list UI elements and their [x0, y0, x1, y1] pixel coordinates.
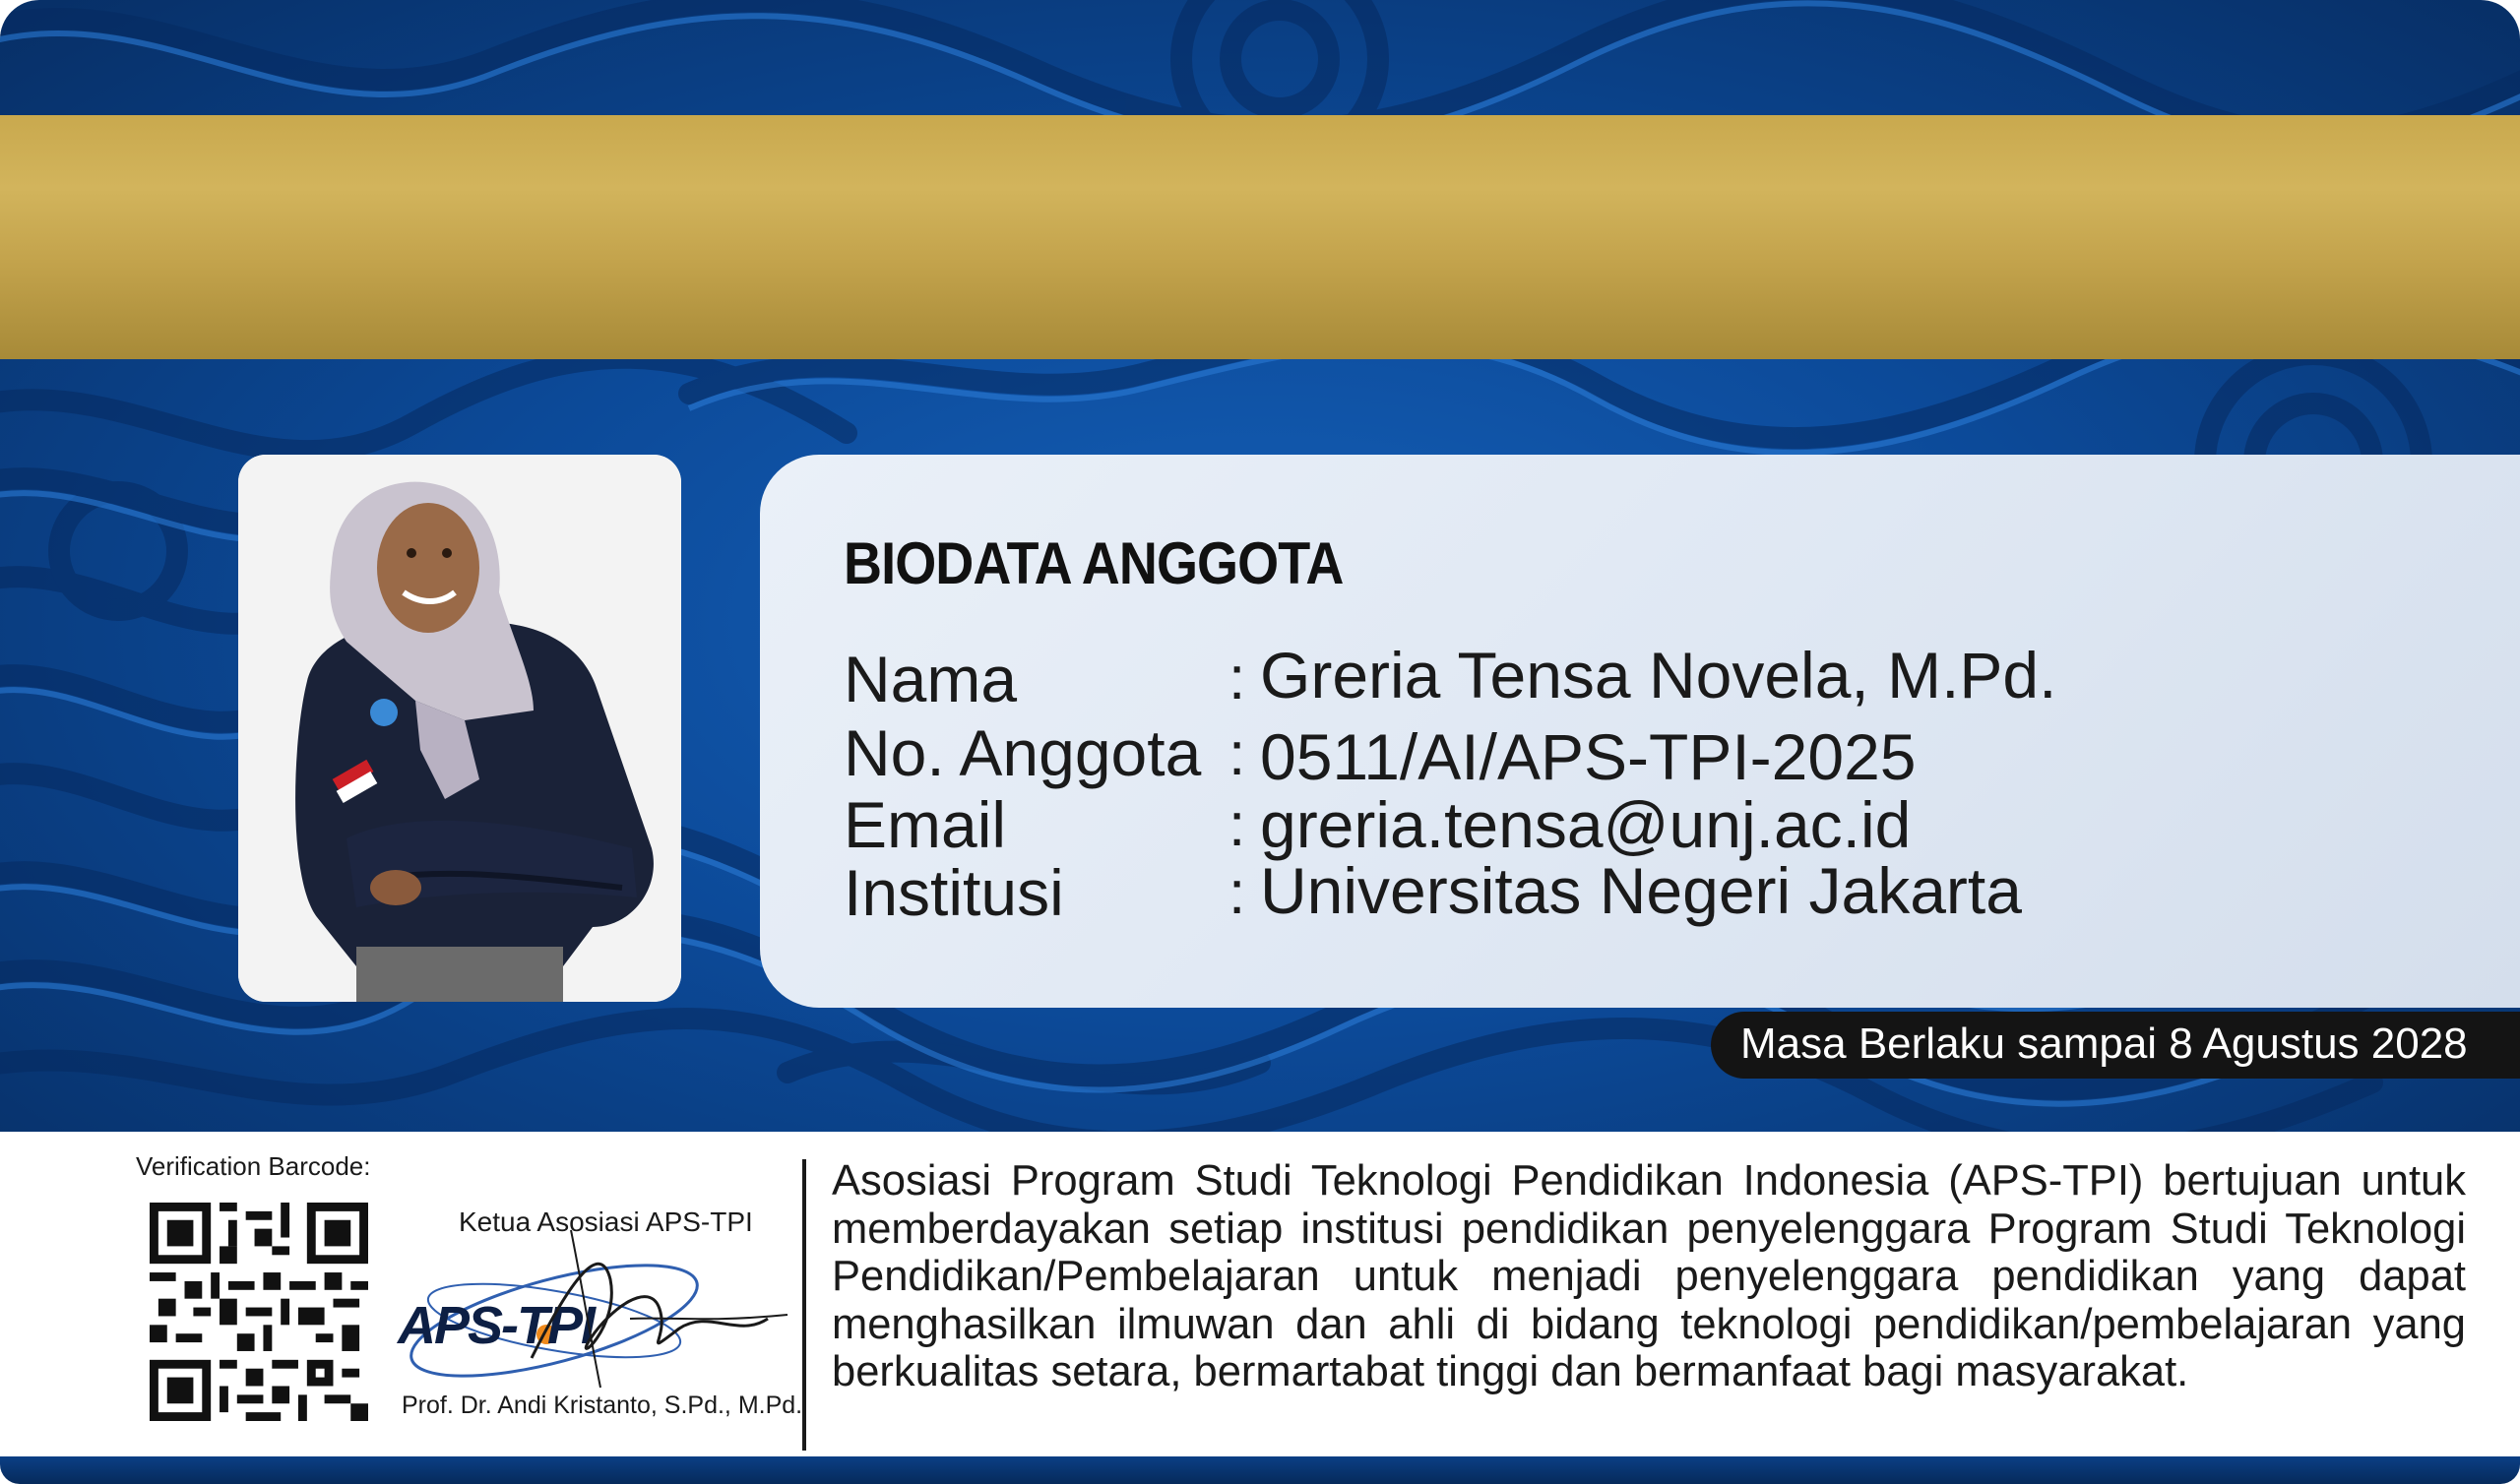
qr-code-icon[interactable] — [150, 1203, 368, 1421]
field-colon: : — [1228, 791, 1246, 859]
member-photo — [238, 455, 681, 1002]
field-value-name: Greria Tensa Novela, M.Pd. — [1260, 639, 2057, 711]
validity-text: Masa Berlaku sampai 8 Agustus 2028 — [1740, 1020, 2468, 1068]
biodata-heading: BIODATA ANGGOTA — [844, 530, 1344, 596]
gold-stripe — [0, 115, 2520, 359]
aps-tpi-logo-text: APS-TPI — [398, 1296, 595, 1355]
footer-edge — [0, 1456, 2520, 1484]
field-label-institution: Institusi — [844, 856, 1064, 929]
field-value-email: greria.tensa@unj.ac.id — [1260, 788, 1912, 861]
chair-name: Prof. Dr. Andi Kristanto, S.Pd., M.Pd. — [402, 1391, 803, 1419]
field-colon: : — [1228, 859, 1246, 927]
association-description: Asosiasi Program Studi Teknologi Pendidikan Indonesia (APS-TPI) bertujuan untuk memberdayakan setiap institusi pendidikan penyelenggara Program Studi Teknologi Pendidikan/Pembelajaran untuk menjadi penyelenggara pendidikan yang dapat menghasilkan ilmuwan dan ahli di bidang teknologi pendidikan/pembelajaran yang berkualitas setara, bermartabat tinggi dan bermanfaat bagi masyarakat. — [832, 1157, 2466, 1395]
field-value-institution: Universitas Negeri Jakarta — [1260, 854, 2022, 927]
field-label-email: Email — [844, 788, 1007, 861]
footer-divider — [802, 1159, 806, 1451]
field-label-name: Nama — [844, 643, 1018, 715]
signature — [512, 1220, 797, 1397]
field-colon: : — [1228, 720, 1246, 788]
field-label-member-number: No. Anggota — [844, 716, 1202, 789]
field-value-member-number: 0511/AI/APS-TPI-2025 — [1260, 720, 1917, 793]
verification-label: Verification Barcode: — [136, 1151, 371, 1181]
chair-title: Ketua Asosiasi APS-TPI — [459, 1206, 753, 1237]
field-colon: : — [1228, 645, 1246, 712]
